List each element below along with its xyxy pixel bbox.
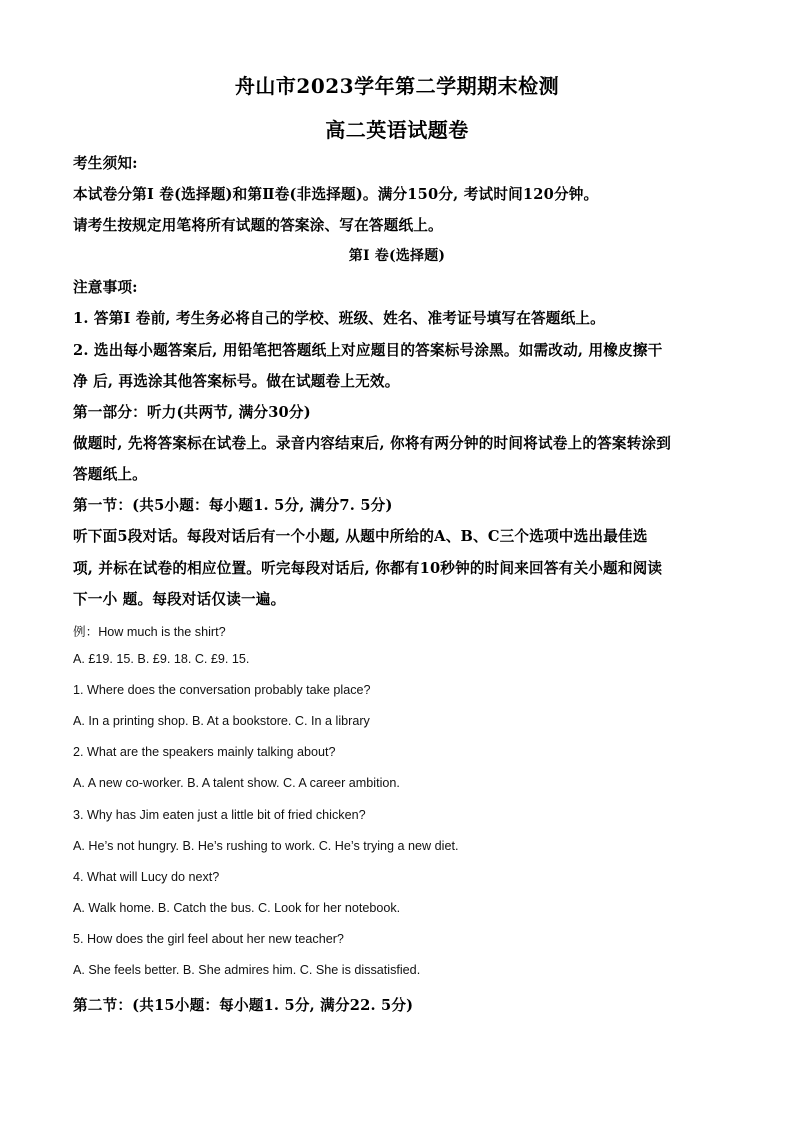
question-3-options: A. He’s not hungry. B. He’s rushing to work. C. He’s trying a new diet. <box>73 839 459 853</box>
attention-heading: 注意事项: <box>73 279 138 296</box>
part1-heading: 第一部分：听力(共两节, 满分30分) <box>73 404 311 421</box>
section1-intro-line-3: 下一小 题。每段对话仅读一遍。 <box>73 591 286 608</box>
part1-intro-line-2: 答题纸上。 <box>73 466 147 483</box>
question-3: 3. Why has Jim eaten just a little bit of fried chicken? <box>73 808 366 822</box>
question-2-options: A. A new co-worker. B. A talent show. C. A career ambition. <box>73 776 400 790</box>
question-4-options: A. Walk home. B. Catch the bus. C. Look for her notebook. <box>73 901 401 915</box>
example-options: A. £19. 15. B. £9. 18. C. £9. 15. <box>73 652 250 666</box>
section1-intro-line-1: 听下面5段对话。每段对话后有一个小题, 从题中所给的A、B、C三个选项中选出最佳选 <box>73 528 648 545</box>
attention-item-2-line-1: 2. 选出每小题答案后, 用铅笔把答题纸上对应题目的答案标号涂黑。如需改动, 用橡皮擦干 <box>73 342 663 359</box>
question-5: 5. How does the girl feel about her new teacher? <box>73 932 344 946</box>
attention-item-2-line-2: 净 后, 再选涂其他答案标号。做在试题卷上无效。 <box>73 373 400 390</box>
volume-title: 第Ⅰ 卷(选择题) <box>348 248 446 264</box>
question-4: 4. What will Lucy do next? <box>73 870 220 884</box>
question-2: 2. What are the speakers mainly talking about? <box>73 745 336 759</box>
question-1-options: A. In a printing shop. B. At a bookstore. C. In a library <box>73 714 370 728</box>
exam-subtitle: 高二英语试题卷 <box>325 118 469 142</box>
section1-heading: 第一节：(共5小题：每小题1. 5分, 满分7. 5分) <box>73 497 393 514</box>
exam-title: 舟山市2023学年第二学期期末检测 <box>234 74 560 98</box>
example-question: 例：How much is the shirt? <box>73 625 226 639</box>
section1-intro-line-2: 项, 并标在试卷的相应位置。听完每段对话后, 你都有10秒钟的时间来回答有关小题和阅读 <box>73 560 663 577</box>
question-1: 1. Where does the conversation probably take place? <box>73 683 371 697</box>
question-5-options: A. She feels better. B. She admires him. C. She is dissatisfied. <box>73 963 421 977</box>
notice-line-2: 请考生按规定用笔将所有试题的答案涂、写在答题纸上。 <box>73 217 443 234</box>
notice-heading: 考生须知: <box>73 155 138 172</box>
notice-line-1: 本试卷分第Ⅰ 卷(选择题)和第Ⅱ卷(非选择题)。满分150分, 考试时间120分钟。 <box>73 186 599 203</box>
attention-item-1: 1. 答第Ⅰ 卷前, 考生务必将自己的学校、班级、姓名、准考证号填写在答题纸上。 <box>73 310 605 327</box>
section2-heading: 第二节：(共15小题：每小题1. 5分, 满分22. 5分) <box>73 997 414 1014</box>
part1-intro-line-1: 做题时, 先将答案标在试卷上。录音内容结束后, 你将有两分钟的时间将试卷上的答案转涂到 <box>73 435 672 452</box>
